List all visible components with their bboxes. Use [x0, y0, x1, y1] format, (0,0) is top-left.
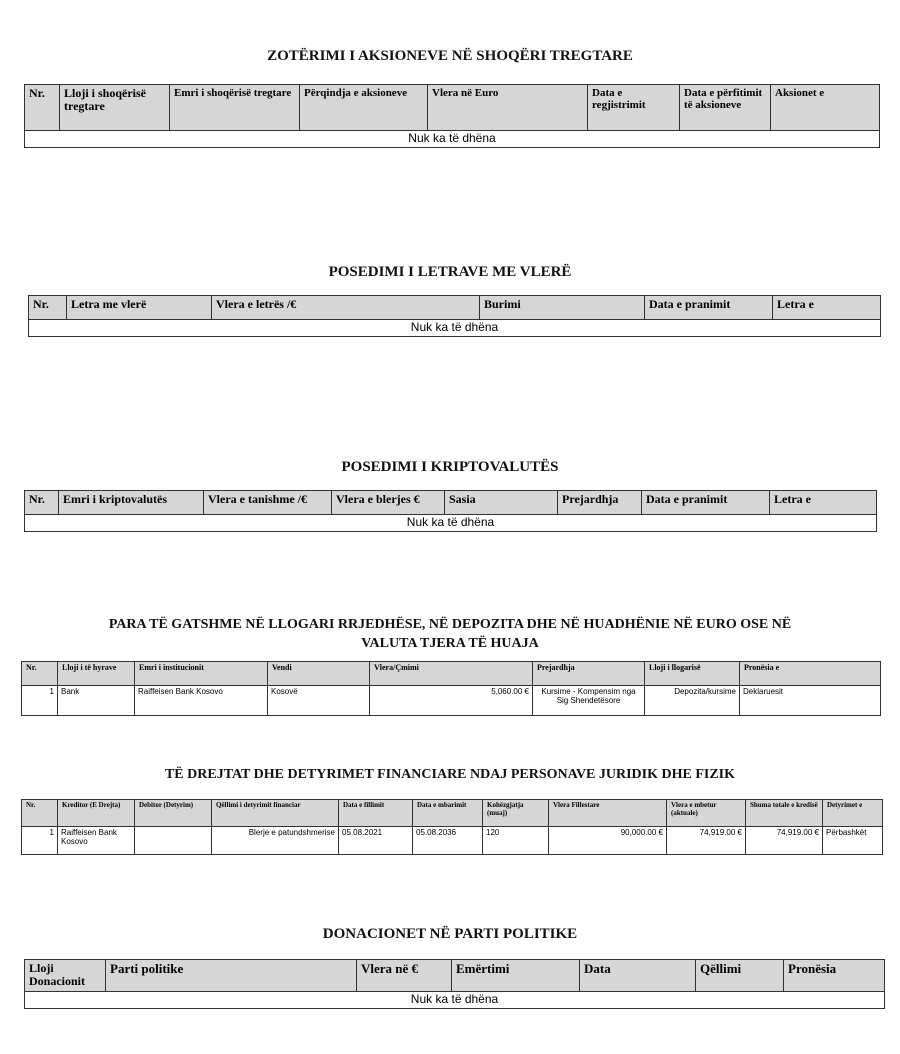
header-cell: Data e fillimit [339, 800, 413, 827]
table-row [22, 686, 881, 716]
cash-title-line1: PARA TË GATSHME NË LLOGARI RRJEDHËSE, NË DEPOZITA DHE NË HUADHËNIE NË EURO OSE NË [108, 617, 792, 632]
header-cell: Data e pranimit [645, 296, 773, 320]
cash-table [21, 661, 881, 716]
cell-value: 5,060.00 € [370, 686, 533, 716]
cell-initial-value: 90,000.00 € [549, 827, 667, 855]
cell-type: Bank [58, 686, 135, 716]
header-cell: Nr. [25, 85, 60, 131]
header-cell: Vlera në Euro [428, 85, 588, 131]
header-cell: Data [580, 960, 696, 992]
cell-end-date: 05.08.2036 [413, 827, 483, 855]
header-cell: Data e pranimit [642, 491, 770, 515]
header-cell: Emri i institucionit [135, 662, 268, 686]
liabilities-table [21, 799, 883, 855]
header-cell: Nr. [25, 491, 59, 515]
cash-title-line2: VALUTA TJERA TË HUAJA [361, 636, 539, 651]
securities-title: POSEDIMI I LETRAVE ME VLERË [328, 264, 572, 280]
securities-table [28, 295, 881, 337]
shares-table [24, 84, 880, 148]
header-cell: Vlera në € [357, 960, 452, 992]
header-cell: Emri i shoqërisë tregtare [170, 85, 300, 131]
header-cell: Nr. [29, 296, 67, 320]
cell-debtor [135, 827, 212, 855]
cell-ownership: Deklaruesit [740, 686, 881, 716]
empty-message: Nuk ka të dhëna [25, 131, 880, 148]
header-cell: Pronësia e [740, 662, 881, 686]
cell-nr: 1 [22, 686, 58, 716]
header-cell: Letra e [773, 296, 881, 320]
header-cell: Lloji i të hyrave [58, 662, 135, 686]
header-cell: Debitor (Detyrim) [135, 800, 212, 827]
header-cell: Pronësia [784, 960, 885, 992]
header-cell: Vlera/Çmimi [370, 662, 533, 686]
header-cell: Prejardhja [558, 491, 642, 515]
header-cell: Përqindja e aksioneve [300, 85, 428, 131]
liabilities-title: TË DREJTAT DHE DETYRIMET FINANCIARE NDAJ PERSONAVE JURIDIK DHE FIZIK [164, 767, 736, 782]
shares-title: ZOTËRIMI I AKSIONEVE NË SHOQËRI TREGTARE [267, 48, 633, 64]
cell-account-type: Depozita/kursime [645, 686, 740, 716]
header-cell: Lloji i llogarisë [645, 662, 740, 686]
header-cell: Aksionet e [771, 85, 880, 131]
empty-message: Nuk ka të dhëna [25, 992, 885, 1009]
header-cell: Qëllimi i detyrimit financiar [212, 800, 339, 827]
cell-nr: 1 [22, 827, 58, 855]
cell-creditor: Raiffeisen Bank Kosovo [58, 827, 135, 855]
header-cell: Vlera e blerjes € [332, 491, 445, 515]
cell-duration: 120 [483, 827, 549, 855]
header-cell: Data e përfitimit të aksioneve [680, 85, 771, 131]
cell-purpose: Blerje e patundshmerise [212, 827, 339, 855]
donations-title: DONACIONET NË PARTI POLITIKE [322, 926, 578, 942]
header-cell: Data e regjistrimit [588, 85, 680, 131]
cell-total-credit: 74,919.00 € [746, 827, 823, 855]
header-cell: Vlera Fillestare [549, 800, 667, 827]
cell-country: Kosovë [268, 686, 370, 716]
cell-institution: Raiffeisen Bank Kosovo [135, 686, 268, 716]
header-cell: Shuma totale e kredisë [746, 800, 823, 827]
cell-start-date: 05.08.2021 [339, 827, 413, 855]
header-cell: Vlera e letrës /€ [212, 296, 480, 320]
header-cell: Data e mbarimit [413, 800, 483, 827]
header-cell: Detyrimet e [823, 800, 883, 827]
cell-obligation: Përbashkët [823, 827, 883, 855]
header-cell: Lloji Donacionit [25, 960, 106, 992]
header-cell: Emërtimi [452, 960, 580, 992]
header-cell: Vendi [268, 662, 370, 686]
header-cell: Vlera e tanishme /€ [204, 491, 332, 515]
header-cell: Kohëzgjatja (muaj) [483, 800, 549, 827]
crypto-table [24, 490, 877, 532]
header-cell: Sasia [445, 491, 558, 515]
header-cell: Nr. [22, 800, 58, 827]
header-cell: Emri i kriptovalutës [59, 491, 204, 515]
header-cell: Lloji i shoqërisë tregtare [60, 85, 170, 131]
donations-table [24, 959, 885, 1009]
table-row [22, 827, 883, 855]
cell-origin: Kursime - Kompensim nga Sig Shendetësore [533, 686, 645, 716]
header-cell: Nr. [22, 662, 58, 686]
header-cell: Prejardhja [533, 662, 645, 686]
header-cell: Letra e [770, 491, 877, 515]
empty-message: Nuk ka të dhëna [25, 515, 877, 532]
cell-remaining-value: 74,919.00 € [667, 827, 746, 855]
header-cell: Qëllimi [696, 960, 784, 992]
header-cell: Burimi [480, 296, 645, 320]
empty-message: Nuk ka të dhëna [29, 320, 881, 337]
header-cell: Letra me vlerë [67, 296, 212, 320]
header-cell: Parti politike [106, 960, 357, 992]
header-cell: Vlera e mbetur (aktuale) [667, 800, 746, 827]
crypto-title: POSEDIMI I KRIPTOVALUTËS [341, 459, 559, 475]
header-cell: Kreditor (E Drejta) [58, 800, 135, 827]
